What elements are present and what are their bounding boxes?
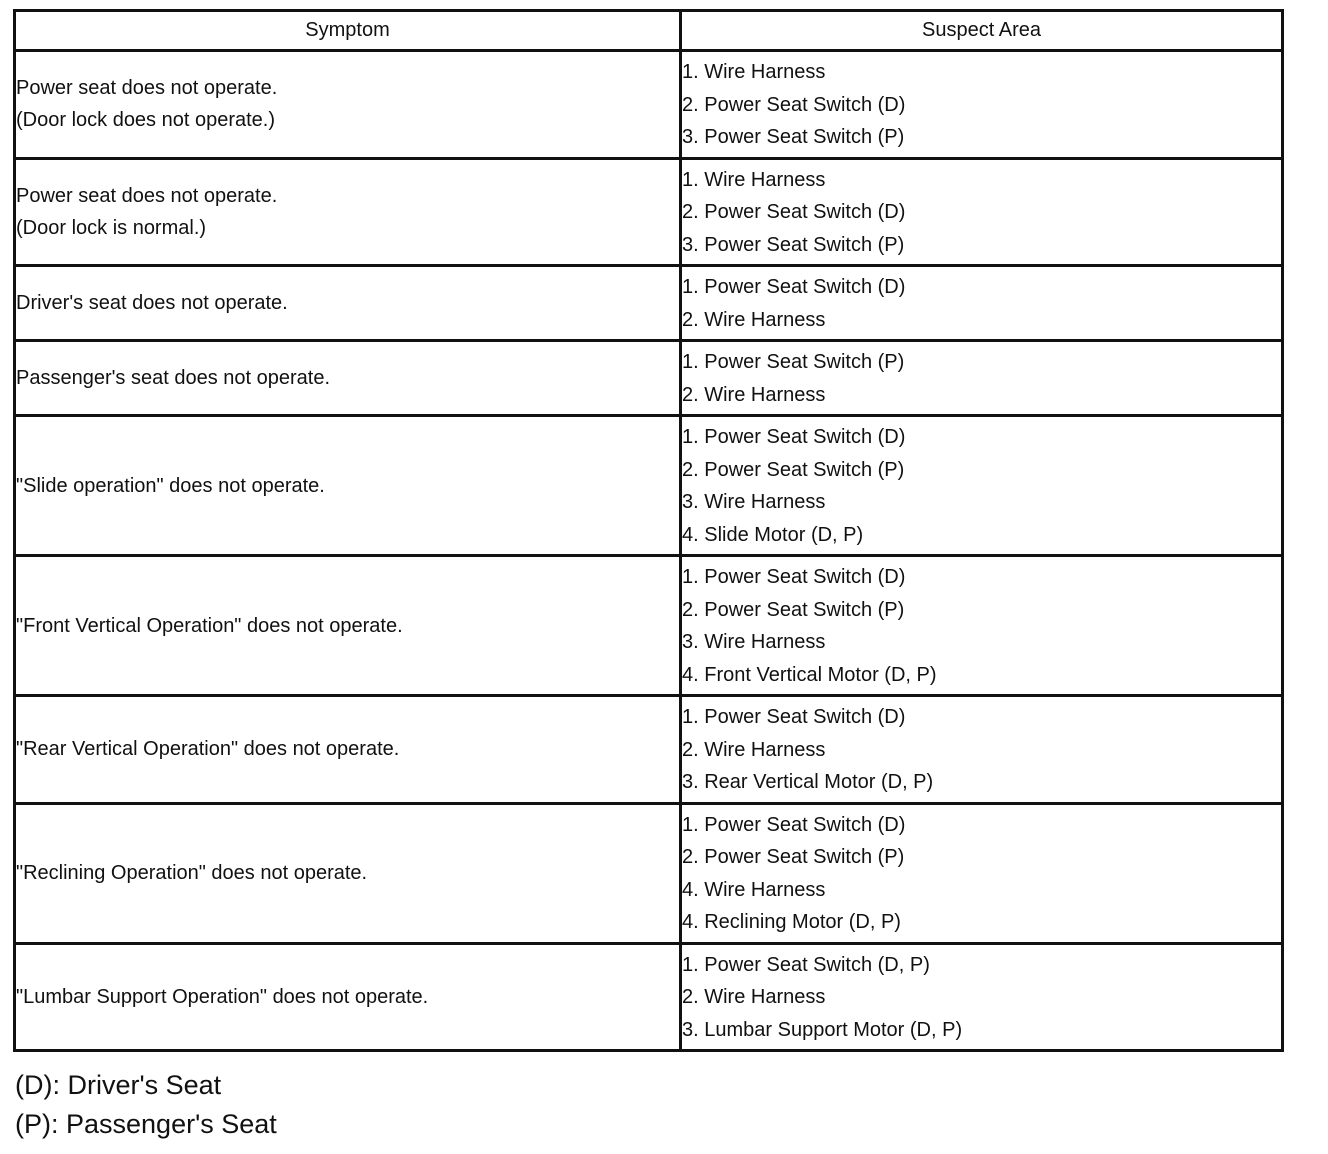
suspect-area-item: 3. Power Seat Switch (P) — [682, 126, 905, 148]
suspect-area-list — [682, 160, 1281, 265]
suspect-area-item: 3. Wire Harness — [682, 631, 826, 653]
suspect-area-item: 3. Power Seat Switch (P) — [682, 233, 905, 256]
suspect-area-item: 2. Wire Harness — [682, 986, 826, 1008]
suspect-area-cell — [681, 803, 1283, 943]
symptom-cell — [15, 803, 681, 943]
suspect-area-item: 1. Wire Harness — [682, 61, 826, 83]
table-row — [15, 158, 1283, 266]
legend-driver-seat: (D): Driver's Seat — [15, 1070, 222, 1100]
suspect-area-item: 2. Power Seat Switch (P) — [682, 846, 905, 868]
legend-passenger-seat: (P): Passenger's Seat — [15, 1109, 277, 1139]
suspect-area-cell — [681, 416, 1283, 556]
suspect-area-item: 1. Wire Harness — [682, 168, 826, 191]
symptom-cell — [15, 341, 681, 416]
suspect-area-item: 3. Rear Vertical Motor (D, P) — [682, 771, 934, 793]
table-row — [15, 416, 1283, 556]
suspect-area-cell — [681, 266, 1283, 341]
table-header-row — [15, 11, 1283, 51]
suspect-area-item: 2. Power Seat Switch (D) — [682, 201, 906, 223]
symptom-cell — [15, 556, 681, 696]
table-body — [15, 51, 1283, 1051]
suspect-area-list — [682, 342, 1281, 414]
symptom-line: Passenger's seat does not operate. — [16, 367, 331, 389]
suspect-area-item: 2. Wire Harness — [682, 308, 826, 331]
suspect-area-cell — [681, 341, 1283, 416]
suspect-area-item: 3. Wire Harness — [682, 491, 826, 513]
suspect-area-item: 1. Power Seat Switch (D) — [682, 276, 906, 298]
symptom-line: Driver's seat does not operate. — [16, 292, 288, 314]
suspect-area-list — [682, 417, 1281, 554]
suspect-area-item: 1. Power Seat Switch (D) — [682, 566, 906, 588]
symptom-line: "Front Vertical Operation" does not operate. — [16, 614, 403, 637]
suspect-area-list — [682, 557, 1281, 694]
table-row — [15, 51, 1283, 159]
suspect-area-list — [682, 805, 1281, 942]
suspect-area-item: 2. Power Seat Switch (P) — [682, 598, 905, 621]
symptom-cell — [15, 51, 681, 159]
table-row — [15, 943, 1283, 1051]
abbreviation-legend — [15, 1066, 277, 1144]
suspect-area-list — [682, 267, 1281, 339]
suspect-area-cell — [681, 943, 1283, 1051]
suspect-area-list — [682, 697, 1281, 802]
table-row — [15, 696, 1283, 804]
symptom-cell — [15, 696, 681, 804]
table-row — [15, 341, 1283, 416]
table-row — [15, 803, 1283, 943]
symptom-line: Power seat does not operate. — [16, 77, 278, 100]
symptom-line: "Lumbar Support Operation" does not operate. — [16, 985, 429, 1008]
suspect-area-item: 4. Reclining Motor (D, P) — [682, 911, 901, 933]
suspect-area-item: 1. Power Seat Switch (D, P) — [682, 953, 930, 976]
suspect-area-item: 1. Power Seat Switch (D) — [682, 813, 906, 836]
suspect-area-cell — [681, 158, 1283, 266]
symptom-line: "Rear Vertical Operation" does not operate. — [16, 738, 400, 761]
suspect-area-item: 1. Power Seat Switch (P) — [682, 351, 905, 373]
suspect-area-item: 2. Wire Harness — [682, 383, 826, 406]
troubleshooting-table-container — [13, 9, 1281, 1052]
suspect-area-cell — [681, 51, 1283, 159]
suspect-area-list — [682, 945, 1281, 1050]
suspect-area-item: 2. Wire Harness — [682, 738, 826, 761]
suspect-area-cell — [681, 696, 1283, 804]
symptom-line: "Reclining Operation" does not operate. — [16, 862, 368, 884]
suspect-area-list — [682, 52, 1281, 157]
symptom-line: (Door lock is normal.) — [16, 216, 207, 239]
symptom-cell — [15, 158, 681, 266]
suspect-area-item: 1. Power Seat Switch (D) — [682, 706, 906, 728]
suspect-area-item: 2. Power Seat Switch (P) — [682, 458, 905, 481]
symptom-cell — [15, 416, 681, 556]
symptom-line: Power seat does not operate. — [16, 184, 278, 207]
symptom-cell — [15, 266, 681, 341]
table-row — [15, 266, 1283, 341]
table-row — [15, 556, 1283, 696]
suspect-area-item: 4. Wire Harness — [682, 878, 826, 901]
suspect-area-item: 4. Slide Motor (D, P) — [682, 523, 864, 546]
symptom-line: "Slide operation" does not operate. — [16, 474, 325, 497]
symptom-column-header: Symptom — [15, 11, 681, 51]
suspect-area-cell — [681, 556, 1283, 696]
symptom-cell — [15, 943, 681, 1051]
suspect-area-column-header: Suspect Area — [681, 11, 1283, 51]
suspect-area-item: 2. Power Seat Switch (D) — [682, 93, 906, 116]
suspect-area-item: 3. Lumbar Support Motor (D, P) — [682, 1018, 963, 1041]
troubleshooting-table — [13, 9, 1284, 1052]
symptom-line: (Door lock does not operate.) — [16, 109, 276, 132]
suspect-area-item: 1. Power Seat Switch (D) — [682, 426, 906, 448]
suspect-area-item: 4. Front Vertical Motor (D, P) — [682, 663, 937, 686]
